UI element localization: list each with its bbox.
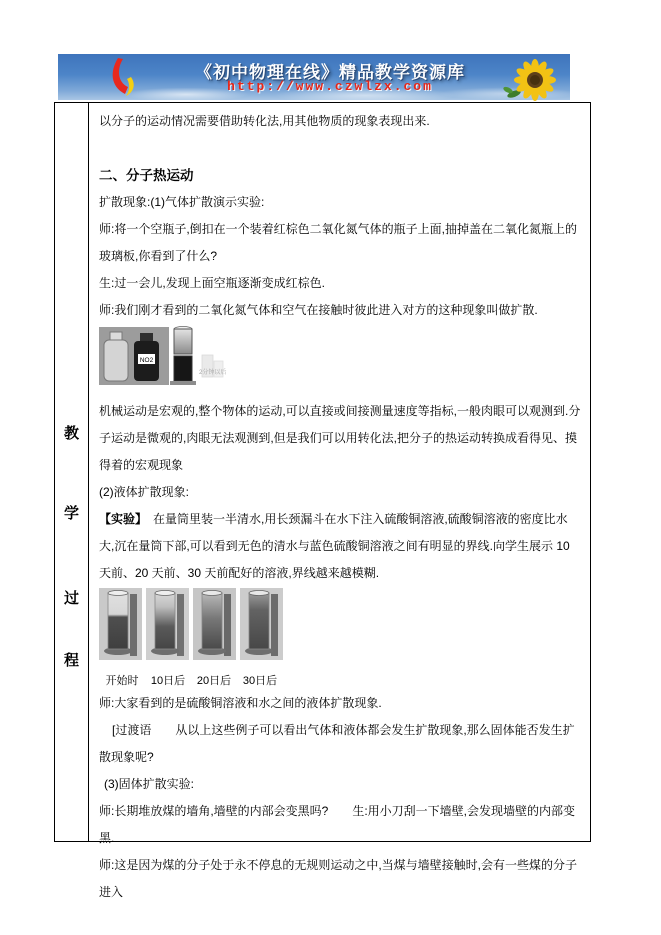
gas-diffusion-bottles-image xyxy=(99,325,229,387)
dialog-teacher-student-coal-wall: 师:长期堆放煤的墙角,墙壁的内部会变黑吗? 生:用小刀刮一下墙壁,会发现墙壁的内部变黑. xyxy=(99,804,576,845)
dialog-teacher-gas-experiment: 师:将一个空瓶子,倒扣在一个装着红棕色二氧化氮气体的瓶子上面,抽掉盖在二氧化氮瓶上的玻璃板,你看到了什么? xyxy=(99,222,578,263)
paragraph-solid-diffusion-title: (3)固体扩散实验: xyxy=(104,777,195,791)
site-logo-icon xyxy=(104,57,142,99)
paragraph-gas-diffusion-title: 扩散现象:(1)气体扩散演示实验: xyxy=(99,195,265,209)
paragraph-macro-micro-explanation: 机械运动是宏观的,整个物体的运动,可以直接或间接测量速度等指标,一般肉眼可以观测到.分子运动是微观的,肉眼无法观测到,但是我们可以用转化法,把分子的热运动转换成看得见、摸得着的宏观现象 xyxy=(99,404,581,472)
paragraph-intro-carryover: 以分子的运动情况需要借助转化法,用其他物质的现象表现出来. xyxy=(99,114,430,128)
dialog-student-observation: 生:过一会儿,发现上面空瓶逐渐变成红棕色. xyxy=(99,276,326,290)
paragraph-transition: [过渡语 从以上这些例子可以看出气体和液体都会发生扩散现象,那么固体能否发生扩散现象呢? xyxy=(99,723,575,764)
cylinder-caption-start: 开始时 xyxy=(105,675,139,687)
site-title: 《初中物理在线》精品教学资源库 xyxy=(195,63,465,82)
faint-bottles-after-2min xyxy=(199,355,226,377)
dialog-teacher-liquid-diffusion-summary: 师:大家看到的是硫酸铜溶液和水之间的液体扩散现象. xyxy=(99,696,382,710)
cylinder-caption-20-days: 20日后 xyxy=(196,675,232,687)
site-url-link[interactable]: http://www.czwlzx.com xyxy=(227,79,433,94)
row-header-char: 程 xyxy=(63,652,80,669)
experiment-text: 在量筒里装一半清水,用长颈漏斗在水下注入硫酸铜溶液,硫酸铜溶液的密度比水大,沉在量筒下部,可以看到无色的清水与蓝色硫酸铜溶液之间有明显的界线.向学生展示 10 天前、20 天前、30 天前配好的溶液,界线越来越模糊. xyxy=(99,512,570,580)
paragraph-experiment-copper-sulfate xyxy=(99,506,582,587)
site-banner xyxy=(58,54,570,100)
blank-line xyxy=(99,135,582,162)
bottles-caption: 2分钟以后 xyxy=(199,370,227,376)
cylinder-caption-30-days: 30日后 xyxy=(242,675,278,687)
row-header-char: 学 xyxy=(63,505,80,522)
cylinder-panel-10-days xyxy=(146,588,189,660)
lesson-plan-table xyxy=(54,102,591,899)
row-header-char: 过 xyxy=(63,590,80,607)
sunflower-icon xyxy=(502,60,562,100)
lesson-content-cell xyxy=(89,103,590,899)
experiment-label: 【实验】 xyxy=(99,512,142,526)
cylinder-caption-10-days: 10日后 xyxy=(150,675,186,687)
cylinder-panel-start xyxy=(99,588,142,660)
dialog-teacher-coal-explanation: 师:这是因为煤的分子处于永不停息的无规则运动之中,当煤与墙壁接触时,会有一些煤的分子进入 xyxy=(99,858,578,899)
cylinders-photo xyxy=(99,588,283,662)
paragraph-liquid-diffusion-title: (2)液体扩散现象: xyxy=(99,485,190,499)
table-row-header-teaching-process xyxy=(55,103,89,841)
no2-bottle-label: NO2 xyxy=(139,357,154,364)
row-header-char: 教 xyxy=(63,425,80,442)
dialog-teacher-diffusion-definition: 师:我们刚才看到的二氧化氮气体和空气在接触时彼此进入对方的这种现象叫做扩散. xyxy=(99,303,538,317)
copper-sulfate-cylinders-image xyxy=(99,588,283,689)
cylinder-panel-30-days xyxy=(240,588,283,660)
cylinder-panel-20-days xyxy=(193,588,236,660)
section-heading-molecular-thermal-motion: 二、分子热运动 xyxy=(99,168,194,183)
stacked-bottles xyxy=(170,327,196,386)
cylinder-captions xyxy=(99,673,283,689)
